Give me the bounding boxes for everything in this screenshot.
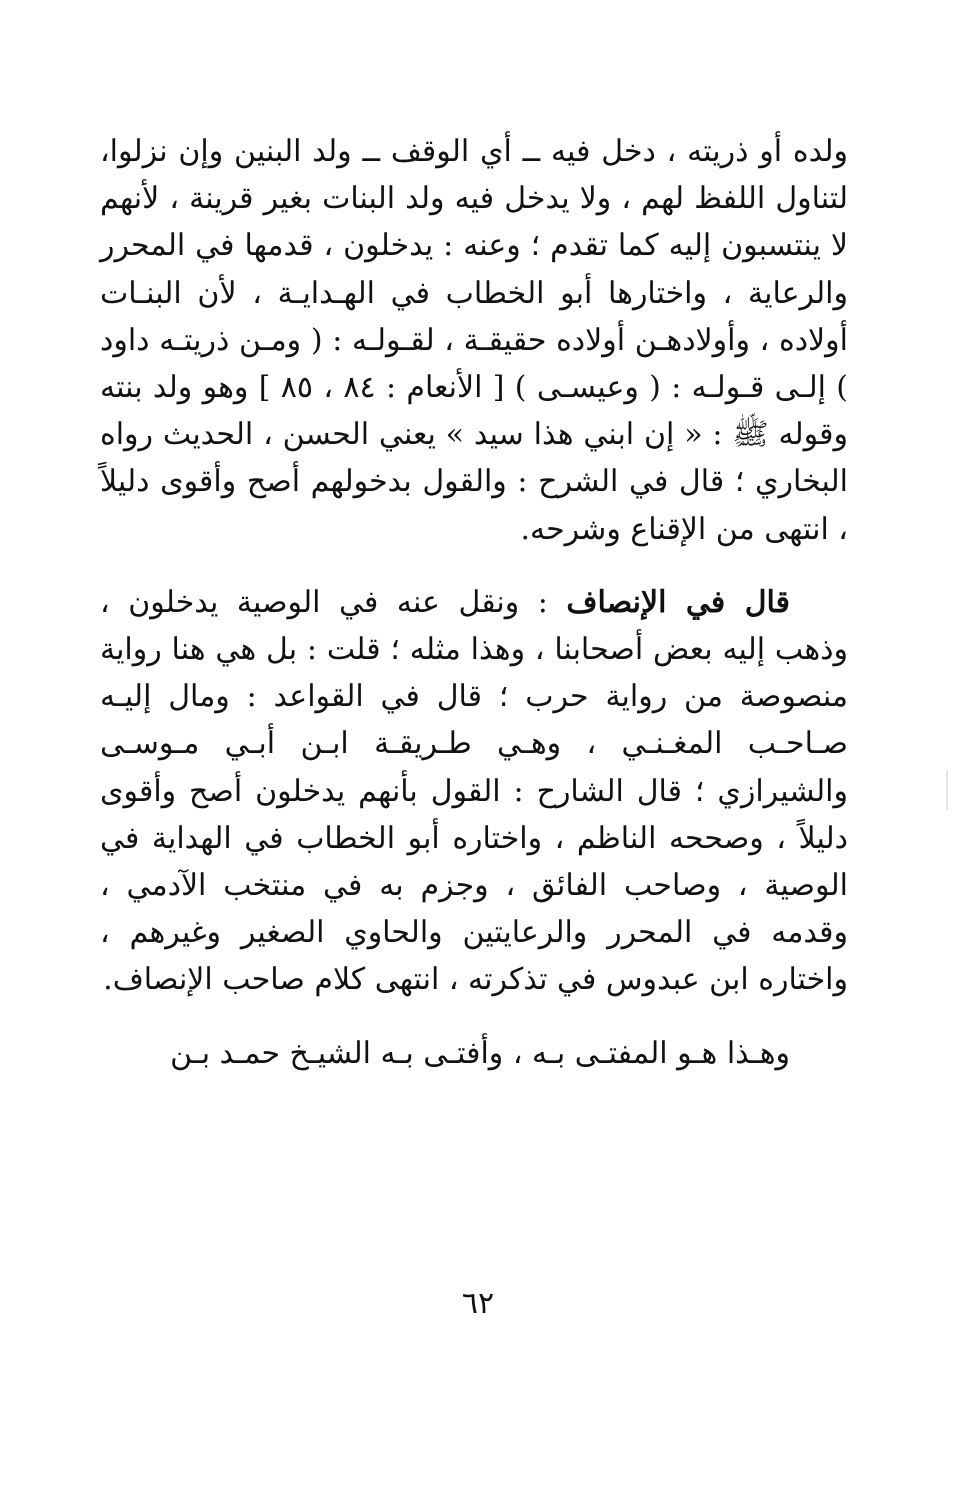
paragraph-3-text: وهـذا هـو المفتـى بـه ، وأفتـى بـه الشيـخ حمـد بـن [170,1035,790,1071]
paragraph-2 [100,579,848,1004]
paragraph-1-text: ولده أو ذريته ، دخل فيه ــ أي الوقف ــ ولد البنين وإن نزلوا، لتناول اللفظ لهم ، ولا يدخل فيه ولد البنات بغير قرينة ، لأنهم لا ينتسبون إليه كما تقدم ؛ وعنه : يدخلون ، قدمها في المحرر والرعاية ، واختارها أبو الخطاب في الهـدايـة ، لأن البنـات أولاده ، وأولادهـن أولاده حقيقـة ، لقـولـه : ( ومـن ذريتـه داود ) إلـى قـولـه : ( وعيسـى ) [ الأنعام : ٨٤ ، ٨٥ ] وهو ولد بنته وقوله ﷺ : « إن ابني هذا سيد » يعني الحسن ، الحديث رواه البخاري ؛ قال في الشرح : والقول بدخولهم أصح وأقوى دليلاً ، انتهى من الإقناع وشرحه. [100,134,848,547]
page-number: ٦٢ [461,1286,495,1321]
page-body [100,128,848,1077]
paragraph-2-text: : ونقل عنه في الوصية يدخلون ، وذهب إليه بعض أصحابنا ، وهذا مثله ؛ قلت : بل هي هنا رواية منصوصة من رواية حرب ؛ قال في القواعد : ومال إليـه صـاحـب المغـنـي ، وهـي طـريقـة ابـن أبـي مـوسـى والشيرازي ؛ قال الشارح : القول بأنهم يدخلون أصح وأقوى دليلاً ، وصححه الناظم ، واختاره أبو الخطاب في الهداية في الوصية ، وصاحب الفائق ، وجزم به في منتخب الآدمي ، وقدمه في المحرر والرعايتين والحاوي الصغير وغيرهم ، واختاره ابن عبدوس في تذكرته ، انتهى كلام صاحب الإنصاف. [100,584,848,998]
paragraph-2-lead: قال في الإنصاف [566,584,790,620]
paragraph-3 [100,1030,848,1077]
paragraph-1 [100,128,848,553]
margin-mark [946,770,948,810]
